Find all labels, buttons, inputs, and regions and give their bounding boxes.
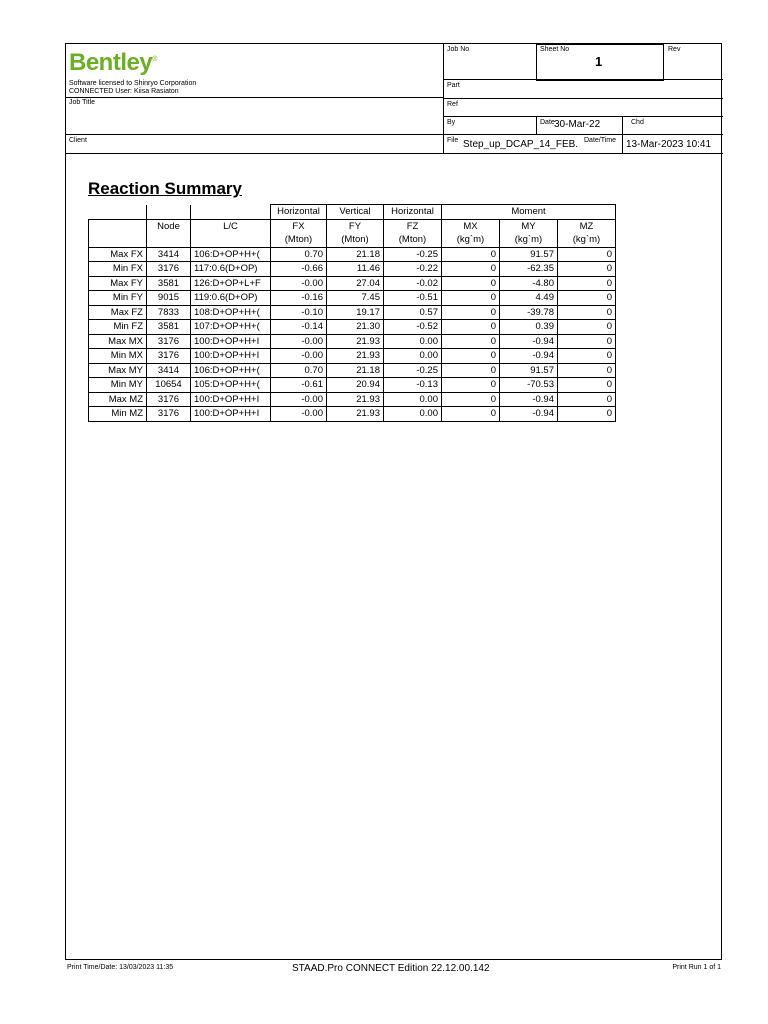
table-cell: 3176	[147, 334, 191, 349]
divider	[443, 98, 723, 99]
table-cell: -0.94	[500, 334, 558, 349]
blank-cell	[191, 205, 271, 220]
table-cell: 117:0.6(D+OP)	[191, 262, 271, 277]
table-cell: 20.94	[327, 378, 384, 393]
part-label: Part	[447, 82, 460, 89]
table-cell: 0	[558, 378, 616, 393]
table-cell: 0	[558, 320, 616, 335]
table-cell: 0	[442, 392, 500, 407]
divider	[66, 97, 443, 98]
table-cell: 106:D+OP+H+(	[191, 363, 271, 378]
table-cell: 0	[442, 378, 500, 393]
table-cell: 0	[442, 276, 500, 291]
table-cell: 91.57	[500, 247, 558, 262]
license-line-1: Software licensed to Shinryo Corporation	[69, 80, 197, 87]
table-cell: 0	[558, 276, 616, 291]
print-time: Print Time/Date: 13/03/2023 11:35	[67, 964, 174, 971]
table-cell: Min FY	[89, 291, 147, 306]
table-row	[89, 349, 616, 364]
header-divider	[443, 44, 444, 154]
table-row	[89, 407, 616, 422]
table-cell: Max MZ	[89, 392, 147, 407]
blank-cell	[89, 233, 147, 247]
date-label: Date	[540, 119, 555, 126]
page-frame	[65, 43, 722, 960]
table-cell: -0.61	[271, 378, 327, 393]
column-header-cell: FY	[327, 219, 384, 233]
table-cell: 0.00	[384, 349, 442, 364]
table-cell: Max FZ	[89, 305, 147, 320]
blank-cell	[89, 205, 147, 220]
table-cell: 0.00	[384, 334, 442, 349]
table-body	[89, 247, 616, 421]
datetime-label: Date/Time	[584, 137, 617, 144]
table-cell: 0.39	[500, 320, 558, 335]
table-cell: 21.18	[327, 247, 384, 262]
column-header-cell: MY	[500, 219, 558, 233]
blank-cell	[89, 219, 147, 233]
table-cell: 0	[442, 262, 500, 277]
table-cell: 126:D+OP+L+F	[191, 276, 271, 291]
table-cell: -0.22	[384, 262, 442, 277]
column-header-cell: MX	[442, 219, 500, 233]
table-cell: 0	[442, 334, 500, 349]
unit-cell: (kg`m)	[558, 233, 616, 247]
table-cell: 3581	[147, 276, 191, 291]
table-cell: 0.70	[271, 363, 327, 378]
table-cell: 3176	[147, 407, 191, 422]
by-label: By	[447, 119, 456, 126]
bentley-logo: Bentley®	[69, 49, 157, 76]
table-cell: -0.94	[500, 407, 558, 422]
job-no-label: Job No	[447, 46, 470, 53]
table-cell: 108:D+OP+H+(	[191, 305, 271, 320]
header-bottom-line	[66, 153, 723, 154]
table-cell: Min MZ	[89, 407, 147, 422]
group-header-cell: Horizontal	[271, 205, 327, 220]
date-value: 30-Mar-22	[554, 119, 601, 130]
table-cell: Min MX	[89, 349, 147, 364]
report-title: Reaction Summary	[88, 179, 242, 198]
table-cell: -0.00	[271, 276, 327, 291]
table-cell: 21.93	[327, 392, 384, 407]
table-cell: -0.94	[500, 349, 558, 364]
table-cell: 27.04	[327, 276, 384, 291]
table-cell: 10654	[147, 378, 191, 393]
datetime-value: 13-Mar-2023 10:41	[626, 139, 712, 150]
table-cell: 0	[442, 305, 500, 320]
table-cell: -0.00	[271, 334, 327, 349]
unit-cell: (Mton)	[384, 233, 442, 247]
reaction-summary-table	[88, 204, 616, 422]
table-cell: 3176	[147, 349, 191, 364]
blank-cell	[147, 233, 191, 247]
table-row	[89, 392, 616, 407]
file-value: Step_up_DCAP_14_FEB.	[463, 139, 579, 150]
table-cell: 0	[558, 407, 616, 422]
table-cell: -0.25	[384, 363, 442, 378]
table-cell: -0.52	[384, 320, 442, 335]
table-row	[89, 378, 616, 393]
table-cell: -39.78	[500, 305, 558, 320]
blank-cell	[147, 205, 191, 220]
table-cell: Min FZ	[89, 320, 147, 335]
divider	[443, 134, 723, 135]
table-cell: 21.30	[327, 320, 384, 335]
column-header-cell: MZ	[558, 219, 616, 233]
group-header-cell: Horizontal	[384, 205, 442, 220]
table-cell: 7833	[147, 305, 191, 320]
table-cell: 9015	[147, 291, 191, 306]
table-row	[89, 291, 616, 306]
column-header-cell: Node	[147, 219, 191, 233]
table-cell: 3414	[147, 363, 191, 378]
divider	[443, 116, 723, 117]
table-cell: 21.93	[327, 349, 384, 364]
table-cell: 0	[558, 349, 616, 364]
table-cell: 0	[442, 349, 500, 364]
unit-cell: (Mton)	[271, 233, 327, 247]
table-cell: 0.00	[384, 407, 442, 422]
table-cell: 106:D+OP+H+(	[191, 247, 271, 262]
sheet-no-label: Sheet No	[540, 46, 570, 53]
table-cell: Max MY	[89, 363, 147, 378]
column-header-row	[89, 219, 616, 233]
group-header-cell: Vertical	[327, 205, 384, 220]
table-cell: Min MY	[89, 378, 147, 393]
table-cell: 91.57	[500, 363, 558, 378]
table-cell: 0.57	[384, 305, 442, 320]
table-cell: -0.16	[271, 291, 327, 306]
table-row	[89, 262, 616, 277]
table-cell: 0	[442, 320, 500, 335]
table-cell: 21.18	[327, 363, 384, 378]
license-info	[69, 80, 196, 96]
table-cell: 100:D+OP+H+I	[191, 407, 271, 422]
table-cell: 3581	[147, 320, 191, 335]
unit-cell: (kg`m)	[442, 233, 500, 247]
table-cell: -0.13	[384, 378, 442, 393]
divider	[536, 116, 537, 134]
table-cell: 0	[558, 392, 616, 407]
table-cell: 105:D+OP+H+(	[191, 378, 271, 393]
table-cell: 0.00	[384, 392, 442, 407]
table-cell: 0	[558, 247, 616, 262]
unit-cell: (kg`m)	[500, 233, 558, 247]
table-cell: 3414	[147, 247, 191, 262]
table-cell: 0	[442, 291, 500, 306]
table-cell: -0.94	[500, 392, 558, 407]
ref-label: Ref	[447, 101, 458, 108]
table-cell: 7.45	[327, 291, 384, 306]
table-row	[89, 247, 616, 262]
table-cell: 3176	[147, 262, 191, 277]
table-cell: 21.93	[327, 334, 384, 349]
table-cell: 19.17	[327, 305, 384, 320]
table-cell: 0	[442, 247, 500, 262]
table-cell: 100:D+OP+H+I	[191, 392, 271, 407]
table-cell: 100:D+OP+H+I	[191, 334, 271, 349]
table-cell: 0	[442, 407, 500, 422]
table-cell: 4.49	[500, 291, 558, 306]
table-row	[89, 276, 616, 291]
table-cell: 0	[558, 262, 616, 277]
table-cell: Max FY	[89, 276, 147, 291]
file-label: File	[447, 137, 459, 144]
column-header-cell: L/C	[191, 219, 271, 233]
table-cell: -0.00	[271, 392, 327, 407]
table-cell: Max FX	[89, 247, 147, 262]
sheet-no-value: 1	[595, 54, 603, 69]
table-cell: 0.70	[271, 247, 327, 262]
table-cell: Max MX	[89, 334, 147, 349]
table-row	[89, 363, 616, 378]
table-cell: 119:0.6(D+OP)	[191, 291, 271, 306]
table-cell: -0.25	[384, 247, 442, 262]
table-cell: 107:D+OP+H+(	[191, 320, 271, 335]
table-cell: -4.80	[500, 276, 558, 291]
table-cell: 0	[558, 334, 616, 349]
group-header-cell: Moment	[442, 205, 616, 220]
table-cell: 0	[558, 305, 616, 320]
table-cell: 3176	[147, 392, 191, 407]
table-cell: 21.93	[327, 407, 384, 422]
table-cell: -70.53	[500, 378, 558, 393]
table-row	[89, 320, 616, 335]
table-cell: 0	[558, 291, 616, 306]
table-cell: -62.35	[500, 262, 558, 277]
blank-cell	[191, 233, 271, 247]
table-row	[89, 334, 616, 349]
table-cell: -0.51	[384, 291, 442, 306]
column-header-cell: FZ	[384, 219, 442, 233]
print-run: Print Run 1 of 1	[672, 964, 721, 971]
table-cell: -0.02	[384, 276, 442, 291]
group-header-row	[89, 205, 616, 220]
table-cell: Min FX	[89, 262, 147, 277]
chd-label: Chd	[631, 119, 644, 126]
divider	[622, 116, 623, 154]
client-label: Client	[69, 137, 87, 144]
rev-label: Rev	[668, 46, 681, 53]
software-edition: STAAD.Pro CONNECT Edition 22.12.00.142	[292, 963, 490, 974]
table-cell: -0.66	[271, 262, 327, 277]
license-line-2: CONNECTED User: Kiisa Rasiaton	[69, 88, 179, 95]
table-cell: -0.14	[271, 320, 327, 335]
table-cell: 100:D+OP+H+I	[191, 349, 271, 364]
unit-cell: (Mton)	[327, 233, 384, 247]
divider	[66, 134, 443, 135]
table-cell: 0	[442, 363, 500, 378]
units-row	[89, 233, 616, 247]
job-title-label: Job Title	[69, 99, 96, 106]
table-row	[89, 305, 616, 320]
table-cell: -0.10	[271, 305, 327, 320]
table-cell: -0.00	[271, 349, 327, 364]
table-cell: -0.00	[271, 407, 327, 422]
column-header-cell: FX	[271, 219, 327, 233]
table-cell: 11.46	[327, 262, 384, 277]
table-cell: 0	[558, 363, 616, 378]
